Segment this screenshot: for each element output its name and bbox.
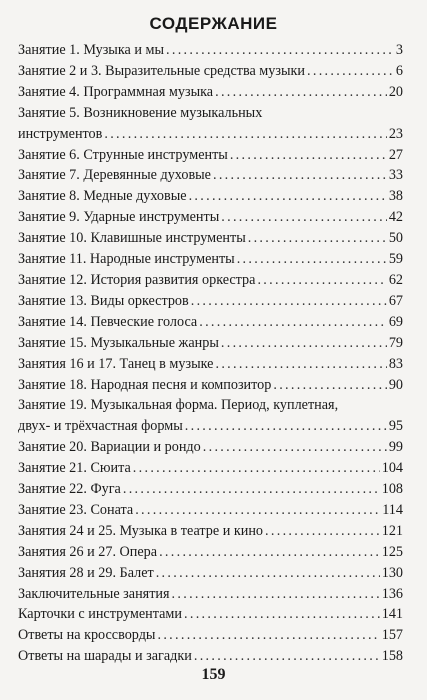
toc-entry-title: Занятие 9. Ударные инструменты — [18, 209, 220, 226]
toc-entry-page: 104 — [381, 460, 403, 477]
toc-entry-page: 6 — [395, 62, 403, 79]
toc-entry — [18, 604, 403, 625]
dot-leader — [248, 228, 387, 249]
toc-entry-title: Занятие 6. Струнные инструменты — [18, 146, 228, 163]
toc-entry-line — [18, 61, 403, 82]
toc-entry — [18, 40, 403, 61]
dot-leader — [203, 437, 387, 458]
toc-entry-line — [18, 354, 403, 375]
dot-leader — [237, 249, 387, 270]
toc-entry-page: 62 — [388, 271, 403, 288]
dot-leader — [156, 563, 380, 584]
toc-entry-line — [18, 416, 403, 437]
toc-entry-title: Ответы на шарады и загадки — [18, 648, 192, 665]
toc-entry-line — [18, 395, 403, 416]
dot-leader — [184, 604, 380, 625]
toc-entry-title: Занятие 11. Народные инструменты — [18, 251, 235, 268]
dot-leader — [189, 186, 387, 207]
toc-entry-page: 114 — [382, 501, 403, 518]
toc-entry-page: 108 — [381, 481, 403, 498]
toc-entry — [18, 458, 403, 479]
toc-entry-title: Занятие 13. Виды оркестров — [18, 292, 189, 309]
toc-entry — [18, 584, 403, 605]
toc-entry-line — [18, 375, 403, 396]
toc-entry-title: Занятие 23. Соната — [18, 501, 134, 518]
dot-leader — [221, 207, 387, 228]
dot-leader — [191, 291, 387, 312]
dot-leader — [194, 646, 380, 667]
toc-entry-title: Карточки с инструментами — [18, 606, 183, 623]
toc-entry-title: Заключительные занятия — [18, 585, 170, 602]
toc-entry — [18, 270, 403, 291]
toc-entry-line — [18, 145, 403, 166]
toc-entry — [18, 207, 403, 228]
toc-entry-page: 79 — [388, 334, 403, 351]
toc-entry-line — [18, 186, 403, 207]
dot-leader — [213, 165, 387, 186]
toc-entry — [18, 333, 403, 354]
toc-entry-line — [18, 437, 403, 458]
toc-entry-page: 27 — [388, 146, 403, 163]
toc-entry-title: Занятия 16 и 17. Танец в музыке — [18, 355, 214, 372]
toc-entry-page: 130 — [381, 564, 403, 581]
toc-entry-line — [18, 500, 403, 521]
toc-entry-title: Занятия 28 и 29. Балет — [18, 564, 154, 581]
dot-leader — [159, 542, 380, 563]
toc-entry-title: Занятие 21. Сюита — [18, 460, 131, 477]
toc-entry — [18, 563, 403, 584]
toc-entry-line — [18, 40, 403, 61]
toc-entry-page: 59 — [388, 251, 403, 268]
toc-entry — [18, 375, 403, 396]
toc-entry-title: инструментов — [18, 125, 103, 142]
dot-leader — [199, 312, 387, 333]
toc-entry-title: Занятие 8. Медные духовые — [18, 188, 187, 205]
dot-leader — [135, 500, 380, 521]
toc-entry-page: 158 — [381, 648, 403, 665]
dot-leader — [221, 333, 387, 354]
toc-entry-title: Занятие 2 и 3. Выразительные средства музыки — [18, 62, 305, 79]
toc-entry-line — [18, 563, 403, 584]
toc-entry-title: Занятие 10. Клавишные инструменты — [18, 230, 246, 247]
toc-entry — [18, 354, 403, 375]
page-title: СОДЕРЖАНИЕ — [149, 14, 278, 33]
dot-leader — [166, 40, 394, 61]
toc-entry-line — [18, 521, 403, 542]
toc-entry-title: Занятие 1. Музыка и мы — [18, 42, 165, 58]
toc-entry — [18, 500, 403, 521]
dot-leader — [215, 354, 386, 375]
toc-entry — [18, 165, 403, 186]
toc-entry-page: 3 — [395, 42, 403, 58]
toc-entry — [18, 291, 403, 312]
toc-entry-page: 42 — [388, 209, 403, 226]
toc-entry-page: 69 — [388, 313, 403, 330]
toc-entry — [18, 542, 403, 563]
toc-entry-title: двух- и трёхчастная формы — [18, 418, 183, 435]
toc-entry-title: Занятие 18. Народная песня и композитор — [18, 376, 272, 393]
toc-entry-title: Занятия 24 и 25. Музыка в театре и кино — [18, 522, 264, 539]
toc-entry-title: Занятие 7. Деревянные духовые — [18, 167, 211, 184]
toc-entry-page: 38 — [388, 188, 403, 205]
dot-leader — [172, 584, 380, 605]
toc-entry-line — [18, 249, 403, 270]
dot-leader — [185, 416, 387, 437]
toc-entry-page: 99 — [388, 439, 403, 456]
toc-entry-page: 33 — [388, 167, 403, 184]
toc-entry-title: Занятие 15. Музыкальные жанры — [18, 334, 219, 351]
toc-entry — [18, 145, 403, 166]
toc-entry-page: 83 — [388, 355, 403, 372]
toc-entry-page: 136 — [381, 585, 403, 602]
toc-entry-line — [18, 584, 403, 605]
toc-entry-line — [18, 103, 403, 124]
dot-leader — [215, 82, 387, 103]
toc-entry — [18, 646, 403, 667]
dot-leader — [104, 124, 386, 145]
toc-entry-page: 23 — [388, 125, 403, 142]
dot-leader — [157, 625, 379, 646]
toc-entry — [18, 521, 403, 542]
toc-entry-line — [18, 479, 403, 500]
toc-entry-line — [18, 124, 403, 145]
toc-entry-line — [18, 542, 403, 563]
toc-entry-line — [18, 333, 403, 354]
toc-entry-page: 121 — [381, 522, 403, 539]
toc-entry-title: Ответы на кроссворды — [18, 627, 156, 644]
toc-entry — [18, 395, 403, 437]
toc-entry-title: Занятие 22. Фуга — [18, 481, 121, 498]
toc-entry-page: 157 — [381, 627, 403, 644]
toc-entry — [18, 82, 403, 103]
toc-entry-title: Занятие 14. Певческие голоса — [18, 313, 198, 330]
dot-leader — [307, 61, 394, 82]
toc-entry — [18, 312, 403, 333]
table-of-contents — [18, 40, 403, 667]
toc-entry-line — [18, 646, 403, 667]
toc-entry-line — [18, 625, 403, 646]
toc-entry — [18, 61, 403, 82]
toc-entry-page: 125 — [381, 543, 403, 560]
toc-entry-title: Занятия 26 и 27. Опера — [18, 543, 158, 560]
dot-leader — [123, 479, 380, 500]
toc-entry-page: 95 — [388, 418, 403, 435]
dot-leader — [257, 270, 386, 291]
toc-entry-line — [18, 291, 403, 312]
toc-entry-line — [18, 82, 403, 103]
toc-entry — [18, 186, 403, 207]
toc-entry-page: 67 — [388, 292, 403, 309]
toc-entry — [18, 437, 403, 458]
toc-entry-title: Занятие 20. Вариации и рондо — [18, 439, 201, 456]
dot-leader — [273, 375, 386, 396]
toc-entry-title: Занятие 19. Музыкальная форма. Период, куплетная, — [18, 397, 339, 414]
toc-entry — [18, 228, 403, 249]
dot-leader — [265, 521, 380, 542]
toc-entry-title: Занятие 4. Программная музыка — [18, 83, 214, 100]
toc-entry-line — [18, 312, 403, 333]
toc-entry — [18, 103, 403, 145]
toc-entry-title: Занятие 12. История развития оркестра — [18, 271, 256, 288]
toc-entry-line — [18, 604, 403, 625]
toc-entry-page: 141 — [381, 606, 403, 623]
toc-entry-page: 90 — [388, 376, 403, 393]
page-number: 159 — [201, 666, 226, 683]
toc-entry-line — [18, 270, 403, 291]
toc-entry-title: Занятие 5. Возникновение музыкальных — [18, 104, 263, 121]
toc-entry-line — [18, 458, 403, 479]
toc-entry-line — [18, 165, 403, 186]
toc-entry-page: 20 — [388, 83, 403, 100]
toc-entry — [18, 249, 403, 270]
dot-leader — [133, 458, 380, 479]
toc-entry-line — [18, 207, 403, 228]
toc-entry-page: 50 — [388, 230, 403, 247]
dot-leader — [230, 145, 387, 166]
toc-entry-line — [18, 228, 403, 249]
toc-entry — [18, 625, 403, 646]
toc-entry — [18, 479, 403, 500]
